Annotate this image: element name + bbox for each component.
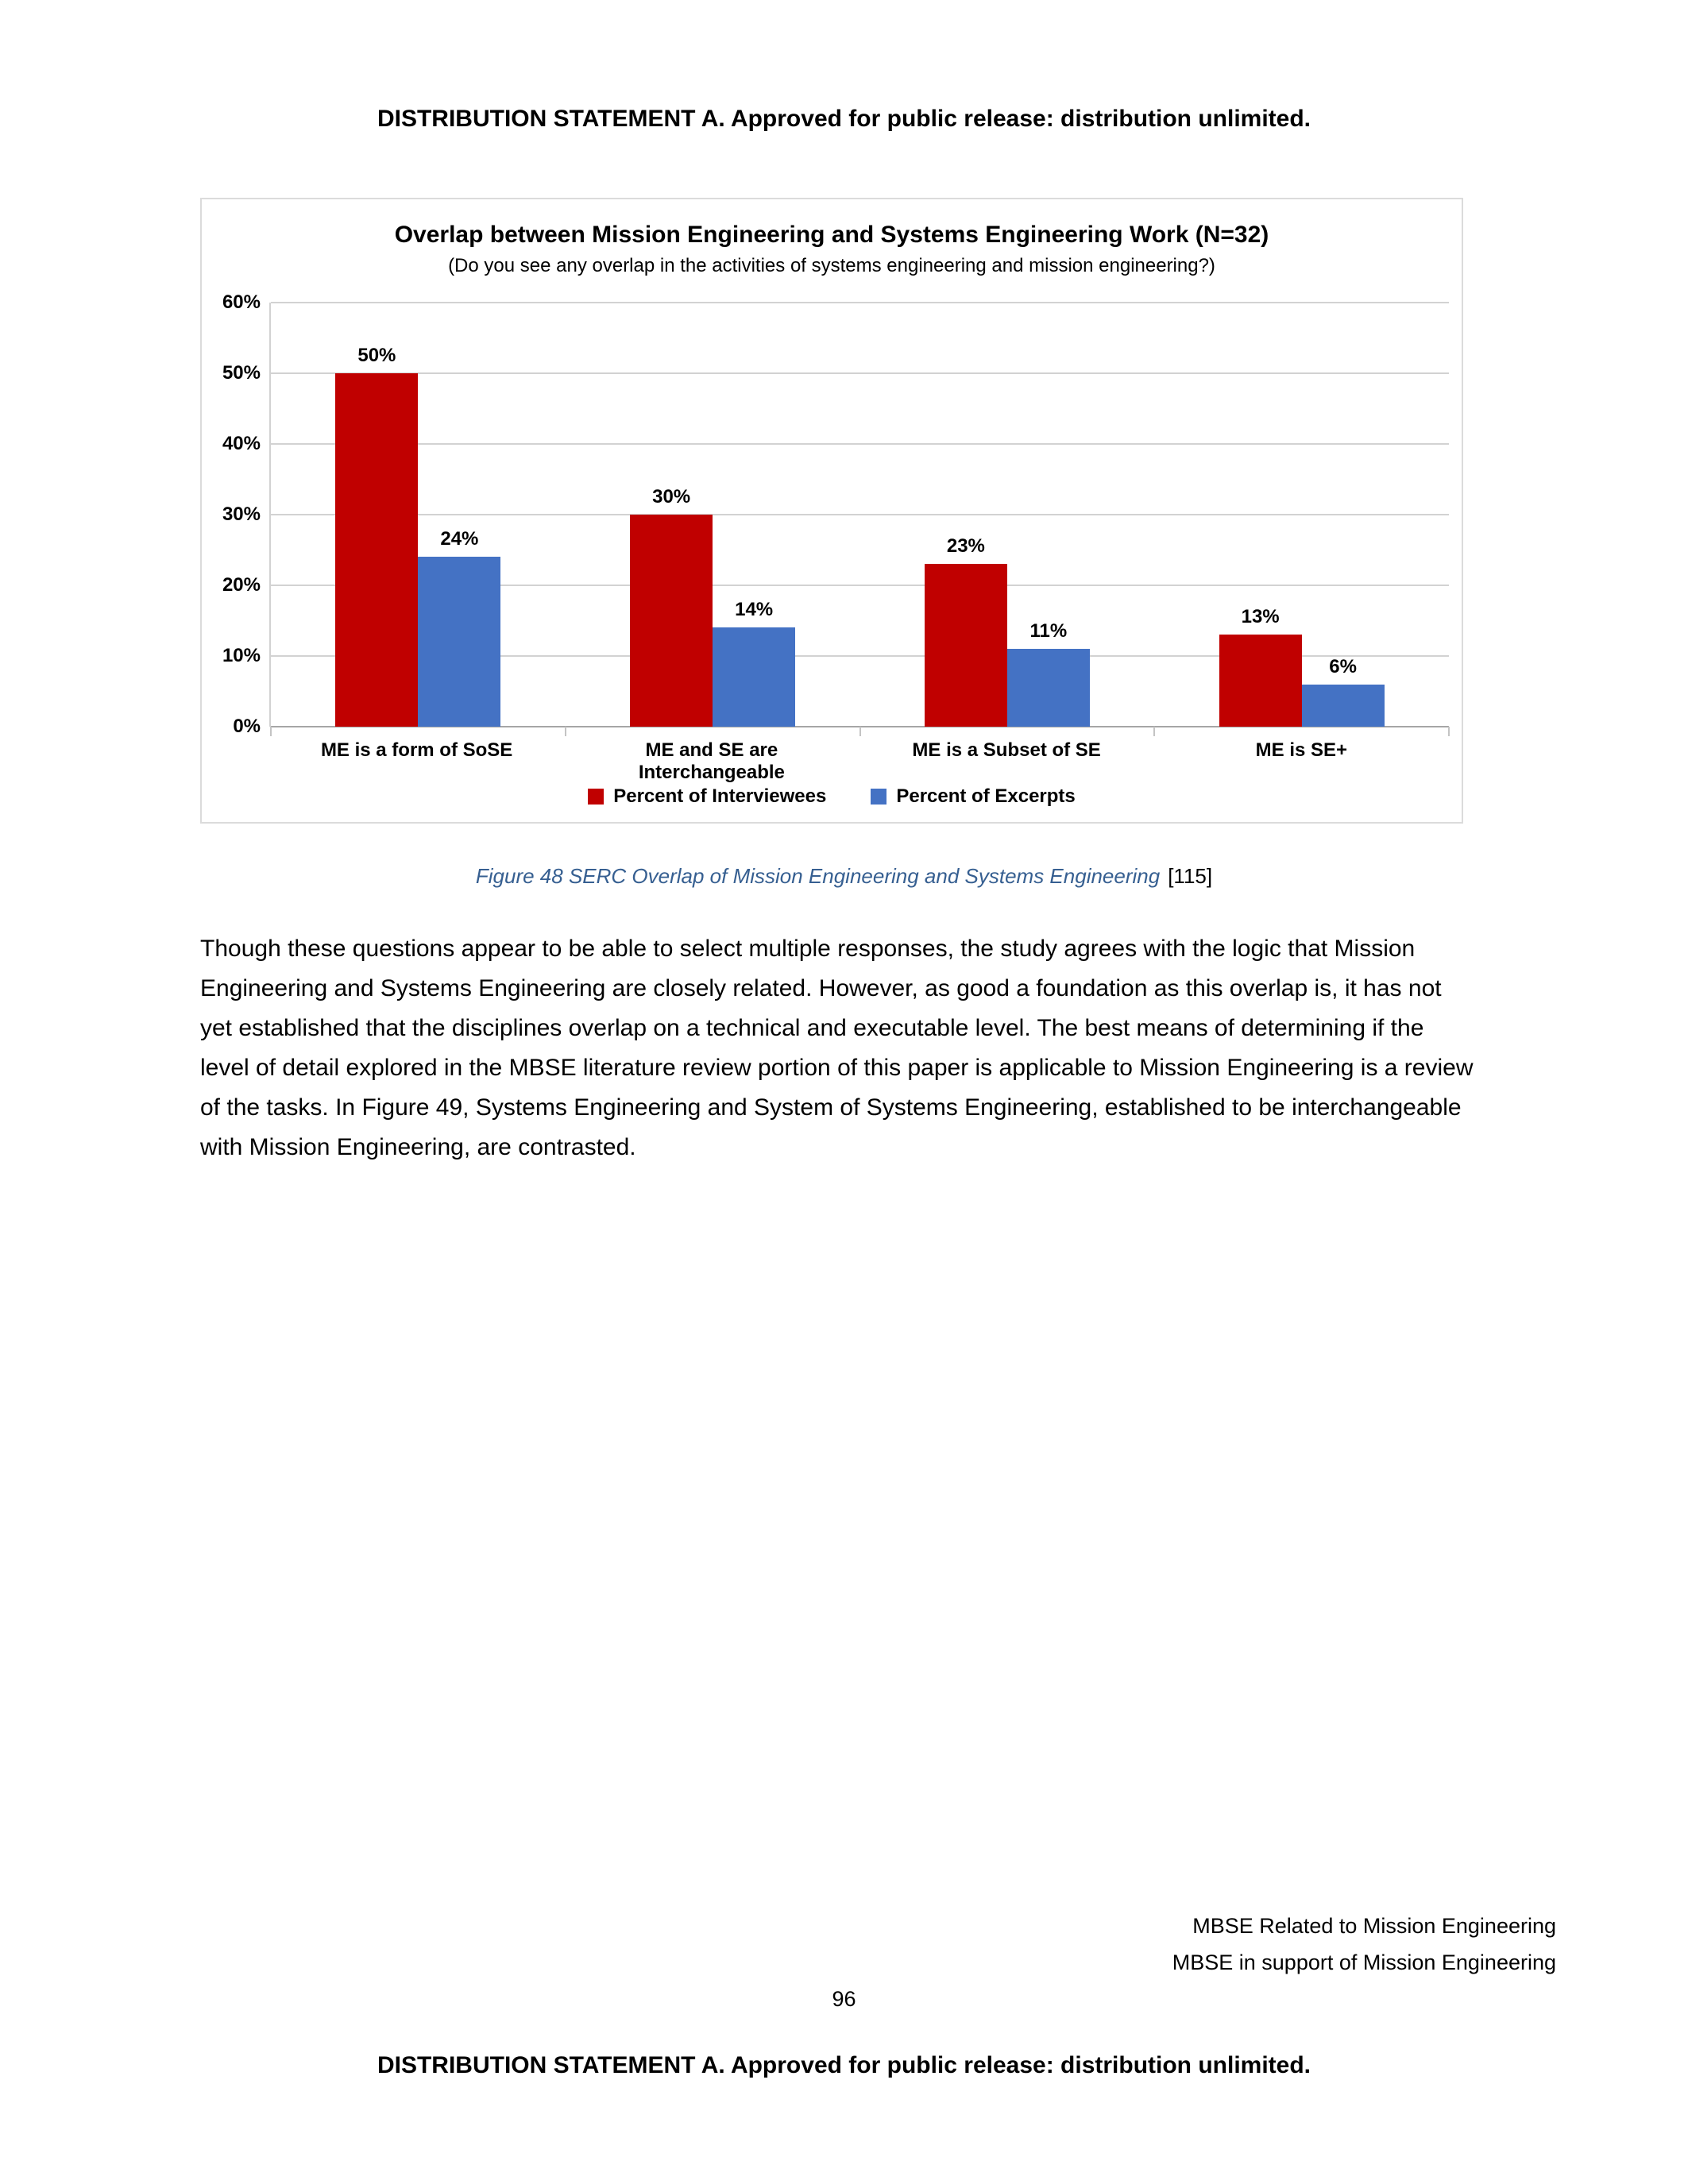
bar-group: [271, 303, 566, 727]
footer-attribution: [1172, 1908, 1556, 1981]
bar: [418, 557, 500, 727]
chart-title: Overlap between Mission Engineering and Systems Engineering Work (N=32): [394, 222, 1269, 248]
legend-swatch: [871, 789, 886, 805]
figure-caption-text: Figure 48 SERC Overlap of Mission Engineering and Systems Engineering: [475, 864, 1161, 888]
y-tick-label: 10%: [222, 645, 261, 666]
axis-tick: [565, 727, 566, 736]
y-tick-label: 0%: [233, 716, 261, 737]
legend-label: Percent of Interviewees: [613, 785, 827, 807]
axis-tick: [270, 727, 272, 736]
legend-label: Percent of Excerpts: [896, 785, 1076, 807]
axis-tick: [1153, 727, 1155, 736]
bar-group: [566, 303, 860, 727]
y-tick-label: 40%: [222, 433, 261, 454]
y-axis: [210, 291, 261, 737]
legend-item: [871, 785, 1075, 808]
footer-attribution-line2: MBSE in support of Mission Engineering: [1172, 1951, 1556, 1974]
axis-tick: [1448, 727, 1450, 736]
bar-column: [1007, 303, 1090, 727]
bar-value-label: 13%: [1241, 606, 1280, 628]
bar: [1219, 635, 1302, 727]
figure-panel: [200, 198, 1463, 824]
bar-column: [630, 303, 713, 727]
x-axis-category-label: ME is a form of SoSE: [320, 739, 513, 761]
legend-item: [588, 785, 826, 808]
legend-swatch: [588, 789, 604, 805]
page-number: 96: [832, 1987, 856, 2011]
y-tick-label: 60%: [222, 291, 261, 313]
bar-column: [335, 303, 418, 727]
y-tick-label: 30%: [222, 504, 261, 525]
bar: [925, 564, 1007, 727]
bar-column: [1302, 303, 1385, 727]
chart-subtitle: (Do you see any overlap in the activities of systems engineering and mission engineering?): [448, 255, 1215, 276]
axis-tick: [859, 727, 861, 736]
bar-value-label: 23%: [946, 535, 985, 558]
bar-group: [860, 303, 1155, 727]
footer-attribution-line1: MBSE Related to Mission Engineering: [1192, 1914, 1556, 1938]
bar: [335, 373, 418, 727]
bar-value-label: 50%: [357, 345, 396, 366]
x-axis-category-label: ME and SE are Interchangeable: [638, 739, 785, 783]
x-axis-labels: [269, 739, 1449, 784]
bar-column: [418, 303, 500, 727]
chart-legend: [202, 785, 1462, 808]
bar-column: [1219, 303, 1302, 727]
figure-caption: [0, 864, 1688, 889]
bar-column: [713, 303, 795, 727]
bar: [630, 515, 713, 727]
bar-value-label: 24%: [440, 528, 479, 550]
body-paragraph: Though these questions appear to be able to select multiple responses, the study agrees with the logic that Mission Engineering and Systems Engineering are closely related. However, as good a foundation as this overlap is, it has not yet established that the disciplines overlap on a technical and executable level. The best means of determining if the level of detail explored in the MBSE literature review portion of this paper is applicable to Mission Engineering is a review of the tasks. In Figure 49, Systems Engineering and System of Systems Engineering, established to be interchangeable with Mission Engineering, are contrasted.: [200, 936, 1474, 1160]
bar-value-label: 11%: [1029, 620, 1068, 642]
bar-value-label: 14%: [735, 599, 774, 621]
y-tick-label: 20%: [222, 574, 261, 596]
figure-caption-ref: [115]: [1168, 864, 1213, 888]
x-axis-category-label: ME is a Subset of SE: [912, 739, 1101, 761]
bar: [1007, 649, 1090, 727]
bar-group: [1154, 303, 1449, 727]
plot-area: [269, 303, 1449, 727]
bar-column: [925, 303, 1007, 727]
bar-value-label: 30%: [652, 486, 691, 507]
bar: [713, 627, 795, 727]
bar-value-label: 6%: [1329, 655, 1357, 677]
y-tick-label: 50%: [222, 362, 261, 384]
footer-distribution-statement: DISTRIBUTION STATEMENT A. Approved for public release: distribution unlimited.: [377, 2052, 1311, 2078]
page-header-distribution-statement: DISTRIBUTION STATEMENT A. Approved for public release: distribution unlimited.: [377, 106, 1311, 132]
bar-groups: [271, 303, 1449, 727]
x-axis-category-label: ME is SE+: [1255, 739, 1348, 761]
bar: [1302, 685, 1385, 727]
